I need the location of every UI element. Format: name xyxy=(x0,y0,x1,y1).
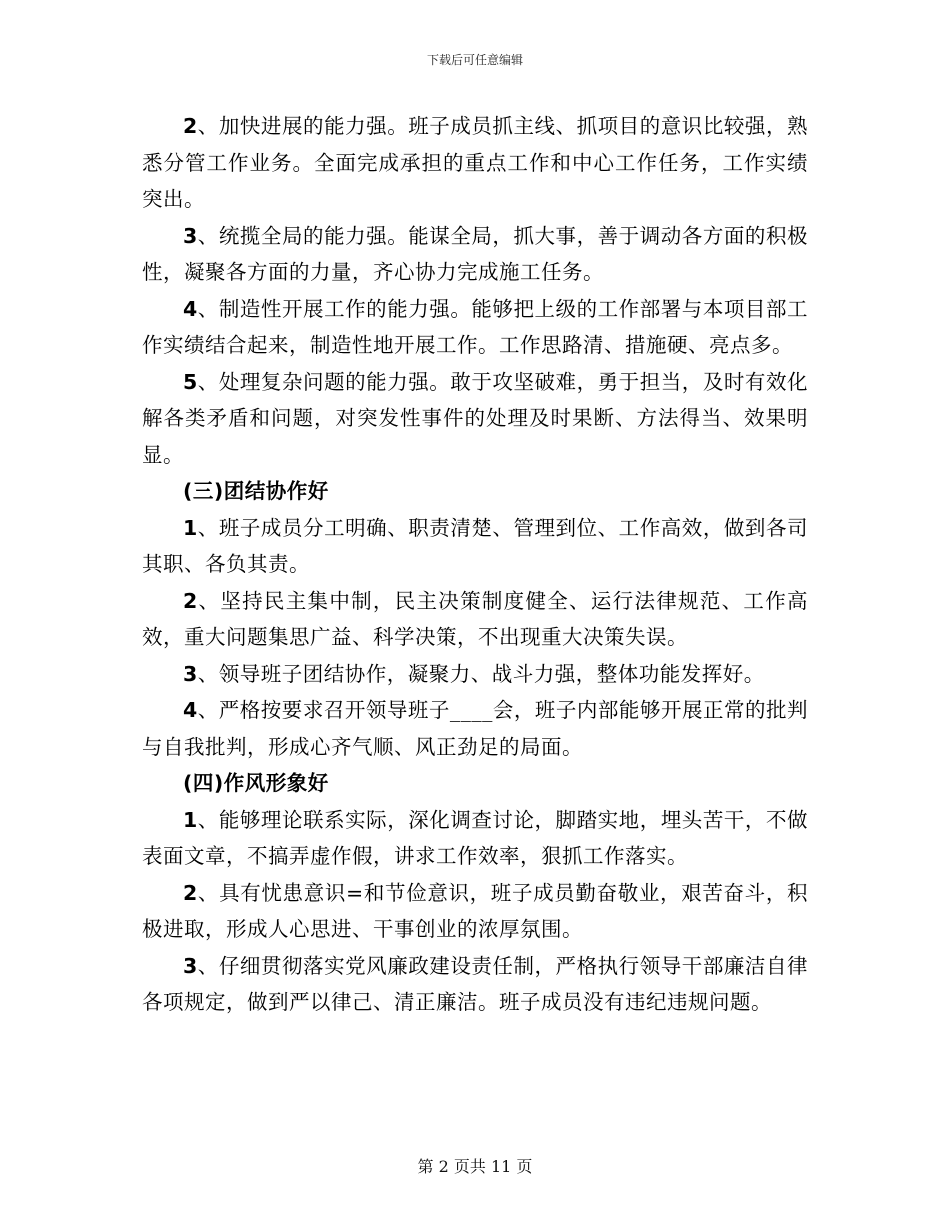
paragraph-text: 、坚持民主集中制，民主决策制度健全、运行法律规范、工作高效，重大问题集思广益、科学决策，不出现重大决策失误。 xyxy=(142,588,808,649)
paragraph-text: 、处理复杂问题的能力强。敢于攻坚破难，勇于担当，及时有效化解各类矛盾和问题，对突发性事件的处理及时果断、方法得当、效果明显。 xyxy=(142,369,808,467)
document-body xyxy=(142,108,808,1021)
paragraph-unity-1 xyxy=(142,510,808,583)
paragraph-text: 、领导班子团结协作，凝聚力、战斗力强，整体功能发挥好。 xyxy=(197,661,765,686)
paragraph-unity-2 xyxy=(142,583,808,656)
paragraph-text: 、能够理论联系实际，深化调查讨论，脚踏实地，埋头苦干，不做表面文章，不搞弄虚作假，讲求工作效率，狠抓工作落实。 xyxy=(142,807,808,868)
item-number: 1 xyxy=(183,515,198,540)
item-number: 4 xyxy=(183,698,198,722)
item-number: 3 xyxy=(183,661,198,686)
paragraph-style-2 xyxy=(142,875,808,948)
section-heading-style: (四)作风形象好 xyxy=(183,771,329,795)
paragraph-text: 、统揽全局的能力强。能谋全局，抓大事，善于调动各方面的积极性，凝聚各方面的力量，齐心协力完成施工任务。 xyxy=(142,223,808,284)
item-number: 1 xyxy=(183,807,198,832)
item-number: 4 xyxy=(183,296,198,321)
paragraph-unity-3 xyxy=(142,656,808,693)
item-number: 3 xyxy=(183,953,198,978)
page-footer: 第 2 页共 11 页 xyxy=(417,1157,533,1176)
paragraph-ability-creative xyxy=(142,291,808,364)
paragraph-text: 、加快进展的能力强。班子成员抓主线、抓项目的意识比较强，熟悉分管工作业务。全面完成承担的重点工作和中心工作任务，工作实绩突出。 xyxy=(142,114,808,211)
page-header: 下载后可任意编辑 xyxy=(426,53,523,67)
paragraph-text: 、制造性开展工作的能力强。能够把上级的工作部署与本项目部工作实绩结合起来，制造性地开展工作。工作思路清、措施硬、亮点多。 xyxy=(142,296,808,357)
paragraph-style-3 xyxy=(142,948,808,1021)
paragraph-text: 、仔细贯彻落实党风廉政建设责任制，严格执行领导干部廉洁自律各项规定，做到严以律己、清正廉洁。班子成员没有违纪违规问题。 xyxy=(142,953,808,1014)
paragraph-text: 、班子成员分工明确、职责清楚、管理到位、工作高效，做到各司其职、各负其责。 xyxy=(142,515,808,576)
paragraph-text: 、具有忧患意识=和节俭意识，班子成员勤奋敬业，艰苦奋斗，积极进取，形成人心思进、干事创业的浓厚氛围。 xyxy=(142,880,808,941)
paragraph-ability-overall xyxy=(142,218,808,291)
paragraph-unity-4 xyxy=(142,692,808,765)
paragraph-style-1 xyxy=(142,802,808,875)
paragraph-ability-progress xyxy=(142,108,808,218)
item-number: 2 xyxy=(183,880,198,905)
paragraph-ability-complex xyxy=(142,364,808,474)
item-number: 5 xyxy=(183,369,198,394)
section-heading-unity: (三)团结协作好 xyxy=(183,479,329,503)
paragraph-text: 、严格按要求召开领导班子____会，班子内部能够开展正常的批判与自我批判，形成心齐气顺、风正劲足的局面。 xyxy=(142,698,808,759)
item-number: 3 xyxy=(183,223,198,248)
item-number: 2 xyxy=(183,114,198,138)
item-number: 2 xyxy=(183,588,198,613)
